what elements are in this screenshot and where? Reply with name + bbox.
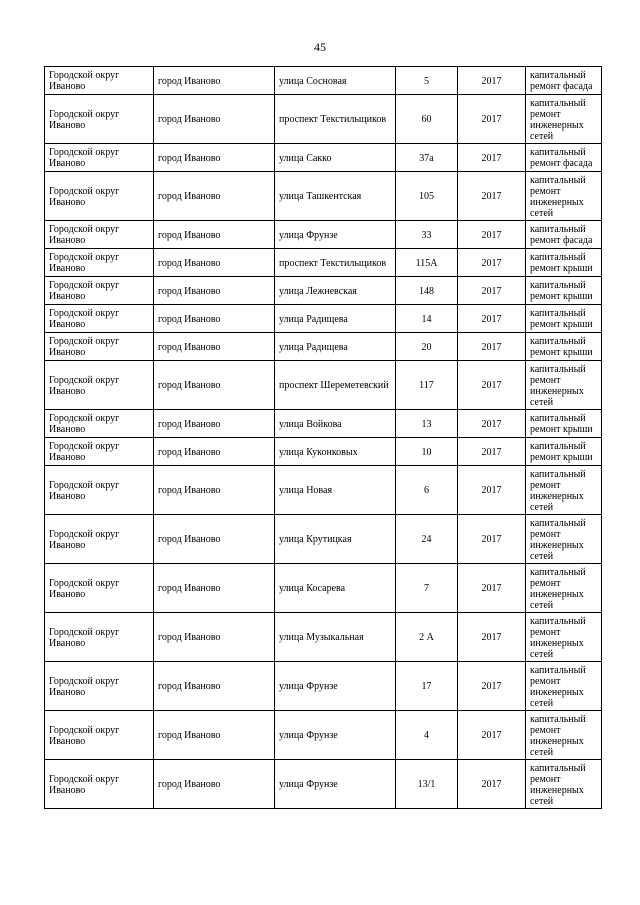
work-type-cell: капитальный ремонт крыши <box>526 249 602 277</box>
house-number-cell: 13 <box>396 410 458 438</box>
work-type-cell: капитальный ремонт крыши <box>526 410 602 438</box>
street-cell: улица Новая <box>275 466 396 515</box>
page-number: 45 <box>314 40 326 54</box>
table-row <box>45 662 602 711</box>
work-type-cell: капитальный ремонт фасада <box>526 144 602 172</box>
municipality-cell: Городской округ Иваново <box>45 662 154 711</box>
settlement-cell: город Иваново <box>154 67 275 95</box>
year-cell: 2017 <box>458 613 526 662</box>
house-number-cell: 115А <box>396 249 458 277</box>
settlement-cell: город Иваново <box>154 662 275 711</box>
street-cell: улица Сакко <box>275 144 396 172</box>
municipality-cell: Городской округ Иваново <box>45 172 154 221</box>
street-cell: проспект Текстильщиков <box>275 95 396 144</box>
municipality-cell: Городской округ Иваново <box>45 711 154 760</box>
settlement-cell: город Иваново <box>154 438 275 466</box>
municipality-cell: Городской округ Иваново <box>45 221 154 249</box>
street-cell: проспект Шереметевский <box>275 361 396 410</box>
municipality-cell: Городской округ Иваново <box>45 361 154 410</box>
table-row <box>45 361 602 410</box>
work-type-cell: капитальный ремонт инженерных сетей <box>526 613 602 662</box>
house-number-cell: 17 <box>396 662 458 711</box>
work-type-cell: капитальный ремонт крыши <box>526 333 602 361</box>
municipality-cell: Городской округ Иваново <box>45 144 154 172</box>
house-number-cell: 105 <box>396 172 458 221</box>
house-number-cell: 14 <box>396 305 458 333</box>
year-cell: 2017 <box>458 361 526 410</box>
street-cell: улица Фрунзе <box>275 221 396 249</box>
year-cell: 2017 <box>458 438 526 466</box>
work-type-cell: капитальный ремонт инженерных сетей <box>526 172 602 221</box>
table-row <box>45 144 602 172</box>
municipality-cell: Городской округ Иваново <box>45 564 154 613</box>
table-row <box>45 95 602 144</box>
work-type-cell: капитальный ремонт крыши <box>526 305 602 333</box>
street-cell: улица Крутицкая <box>275 515 396 564</box>
year-cell: 2017 <box>458 466 526 515</box>
year-cell: 2017 <box>458 221 526 249</box>
settlement-cell: город Иваново <box>154 410 275 438</box>
municipality-cell: Городской округ Иваново <box>45 613 154 662</box>
settlement-cell: город Иваново <box>154 564 275 613</box>
table-row <box>45 277 602 305</box>
municipality-cell: Городской округ Иваново <box>45 515 154 564</box>
house-number-cell: 60 <box>396 95 458 144</box>
year-cell: 2017 <box>458 305 526 333</box>
house-number-cell: 10 <box>396 438 458 466</box>
street-cell: улица Сосновая <box>275 67 396 95</box>
table-row <box>45 711 602 760</box>
year-cell: 2017 <box>458 760 526 809</box>
work-type-cell: капитальный ремонт крыши <box>526 438 602 466</box>
municipality-cell: Городской округ Иваново <box>45 305 154 333</box>
settlement-cell: город Иваново <box>154 515 275 564</box>
year-cell: 2017 <box>458 172 526 221</box>
settlement-cell: город Иваново <box>154 361 275 410</box>
table-row <box>45 249 602 277</box>
year-cell: 2017 <box>458 410 526 438</box>
work-type-cell: капитальный ремонт инженерных сетей <box>526 711 602 760</box>
municipality-cell: Городской округ Иваново <box>45 67 154 95</box>
street-cell: улица Куконковых <box>275 438 396 466</box>
municipality-cell: Городской округ Иваново <box>45 277 154 305</box>
settlement-cell: город Иваново <box>154 305 275 333</box>
table-row <box>45 564 602 613</box>
settlement-cell: город Иваново <box>154 249 275 277</box>
municipality-cell: Городской округ Иваново <box>45 466 154 515</box>
street-cell: улица Косарева <box>275 564 396 613</box>
street-cell: улица Ташкентская <box>275 172 396 221</box>
year-cell: 2017 <box>458 564 526 613</box>
year-cell: 2017 <box>458 333 526 361</box>
settlement-cell: город Иваново <box>154 221 275 249</box>
repair-registry-table <box>44 66 602 809</box>
house-number-cell: 6 <box>396 466 458 515</box>
street-cell: улица Войкова <box>275 410 396 438</box>
year-cell: 2017 <box>458 249 526 277</box>
house-number-cell: 33 <box>396 221 458 249</box>
table-row <box>45 410 602 438</box>
table-row <box>45 221 602 249</box>
settlement-cell: город Иваново <box>154 333 275 361</box>
table-row <box>45 515 602 564</box>
municipality-cell: Городской округ Иваново <box>45 760 154 809</box>
year-cell: 2017 <box>458 95 526 144</box>
street-cell: проспект Текстильщиков <box>275 249 396 277</box>
table-row <box>45 466 602 515</box>
year-cell: 2017 <box>458 277 526 305</box>
settlement-cell: город Иваново <box>154 760 275 809</box>
municipality-cell: Городской округ Иваново <box>45 410 154 438</box>
settlement-cell: город Иваново <box>154 466 275 515</box>
house-number-cell: 24 <box>396 515 458 564</box>
house-number-cell: 2 А <box>396 613 458 662</box>
work-type-cell: капитальный ремонт инженерных сетей <box>526 95 602 144</box>
work-type-cell: капитальный ремонт инженерных сетей <box>526 515 602 564</box>
house-number-cell: 4 <box>396 711 458 760</box>
settlement-cell: город Иваново <box>154 277 275 305</box>
year-cell: 2017 <box>458 67 526 95</box>
work-type-cell: капитальный ремонт крыши <box>526 277 602 305</box>
table-row <box>45 613 602 662</box>
municipality-cell: Городской округ Иваново <box>45 438 154 466</box>
house-number-cell: 13/1 <box>396 760 458 809</box>
registry-body <box>45 67 602 809</box>
table-row <box>45 760 602 809</box>
street-cell: улица Музыкальная <box>275 613 396 662</box>
settlement-cell: город Иваново <box>154 711 275 760</box>
work-type-cell: капитальный ремонт инженерных сетей <box>526 662 602 711</box>
house-number-cell: 117 <box>396 361 458 410</box>
house-number-cell: 5 <box>396 67 458 95</box>
work-type-cell: капитальный ремонт инженерных сетей <box>526 466 602 515</box>
house-number-cell: 37а <box>396 144 458 172</box>
work-type-cell: капитальный ремонт инженерных сетей <box>526 760 602 809</box>
settlement-cell: город Иваново <box>154 144 275 172</box>
street-cell: улица Фрунзе <box>275 662 396 711</box>
table-row <box>45 305 602 333</box>
work-type-cell: капитальный ремонт инженерных сетей <box>526 564 602 613</box>
street-cell: улица Фрунзе <box>275 760 396 809</box>
municipality-cell: Городской округ Иваново <box>45 333 154 361</box>
settlement-cell: город Иваново <box>154 95 275 144</box>
table-row <box>45 67 602 95</box>
street-cell: улица Радищева <box>275 333 396 361</box>
house-number-cell: 148 <box>396 277 458 305</box>
year-cell: 2017 <box>458 144 526 172</box>
street-cell: улица Фрунзе <box>275 711 396 760</box>
year-cell: 2017 <box>458 515 526 564</box>
house-number-cell: 20 <box>396 333 458 361</box>
table-row <box>45 172 602 221</box>
municipality-cell: Городской округ Иваново <box>45 249 154 277</box>
settlement-cell: город Иваново <box>154 613 275 662</box>
table-row <box>45 333 602 361</box>
settlement-cell: город Иваново <box>154 172 275 221</box>
work-type-cell: капитальный ремонт инженерных сетей <box>526 361 602 410</box>
street-cell: улица Лежневская <box>275 277 396 305</box>
street-cell: улица Радищева <box>275 305 396 333</box>
work-type-cell: капитальный ремонт фасада <box>526 67 602 95</box>
municipality-cell: Городской округ Иваново <box>45 95 154 144</box>
year-cell: 2017 <box>458 711 526 760</box>
house-number-cell: 7 <box>396 564 458 613</box>
work-type-cell: капитальный ремонт фасада <box>526 221 602 249</box>
year-cell: 2017 <box>458 662 526 711</box>
table-row <box>45 438 602 466</box>
